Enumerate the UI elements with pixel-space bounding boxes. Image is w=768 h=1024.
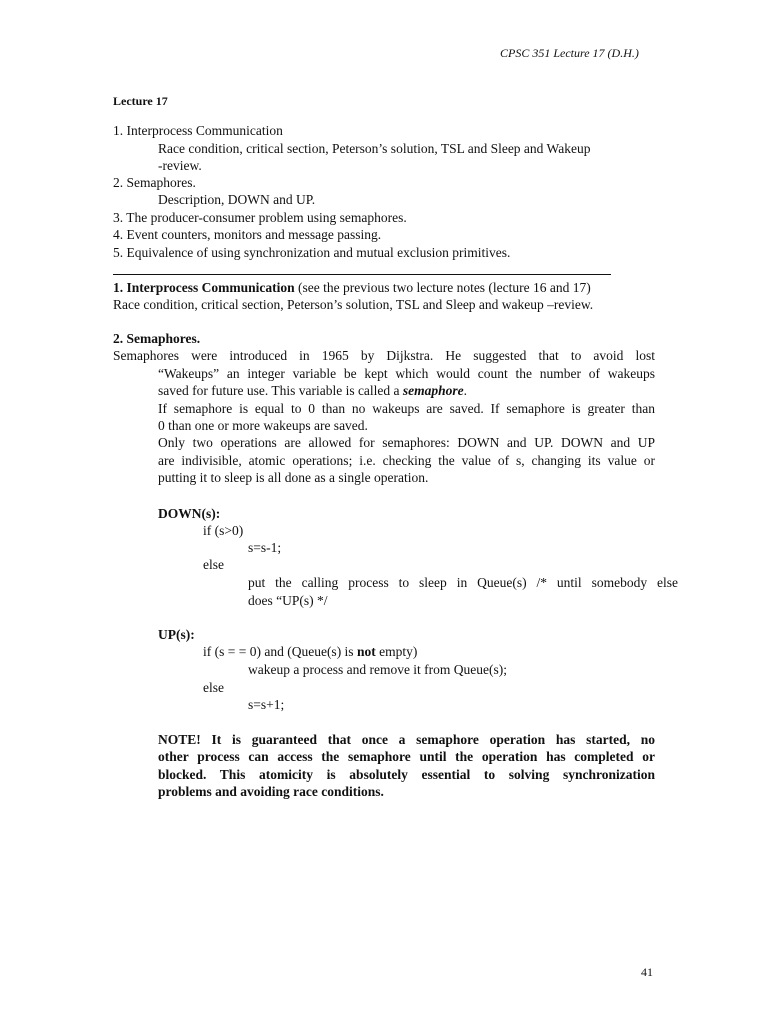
section-1-text: Race condition, critical section, Peterson’s solution, TSL and Sleep and wakeup –review. [113,297,594,312]
semaphore-para-2-line-2: 0 than one or more wakeups are saved. [158,418,368,433]
down-sleep-line-1: put the calling process to sleep in Queue(s) /* until somebody else [248,575,678,590]
up-if-text: if (s = = 0) and (Queue(s) is [203,644,357,659]
page-number: 41 [641,965,653,979]
note-line-3: blocked. This atomicity is absolutely essential to solving synchronization [158,767,655,782]
up-if-line [203,643,417,661]
section-2-heading: 2. Semaphores. [113,331,201,346]
semaphore-term: semaphore [402,383,464,398]
semaphore-para-2-line-1: If semaphore is equal to 0 than no wakeups are saved. If semaphore is greater than [158,401,655,416]
lecture-title: Lecture 17 [113,94,168,108]
outline-item-3: 3. The producer-consumer problem using semaphores. [113,210,407,225]
semaphore-para-1-line-2: “Wakeups” an integer variable be kept which would count the number of wakeups [158,366,655,381]
semaphore-para-1-line-3 [158,382,467,400]
up-increment-line: s=s+1; [248,697,285,712]
outline-item-1-sub: Race condition, critical section, Peterson’s solution, TSL and Sleep and Wakeup [158,141,591,156]
note-line-1: NOTE! It is guaranteed that once a semaphore operation has started, no [158,732,655,747]
up-else-line: else [203,680,224,695]
section-1-heading: 1. Interprocess Communication [113,280,295,295]
section-1-heading-line [113,279,591,297]
down-else-line: else [203,557,224,572]
semaphore-para-1-line-1: Semaphores were introduced in 1965 by Dijkstra. He suggested that to avoid lost [113,348,655,363]
down-decrement-line: s=s-1; [248,540,282,555]
outline-item-5: 5. Equivalence of using synchronization and mutual exclusion primitives. [113,245,511,260]
semaphore-para-1-line-3-end: . [463,383,468,398]
up-wakeup-line: wakeup a process and remove it from Queue(s); [248,662,508,677]
section-1-heading-note: (see the previous two lecture notes (lecture 16 and 17) [294,280,591,295]
up-label: UP(s): [158,627,195,642]
running-header: CPSC 351 Lecture 17 (D.H.) [500,46,639,60]
outline-item-1: 1. Interprocess Communication [113,123,283,138]
note-line-2: other process can access the semaphore until the operation has completed or [158,749,655,764]
semaphore-para-1-line-3-text: saved for future use. This variable is called a [158,383,403,398]
section-divider [113,274,611,275]
outline-item-2-sub: Description, DOWN and UP. [158,192,316,207]
outline-item-2: 2. Semaphores. [113,175,196,190]
up-if-end: empty) [375,644,418,659]
outline-item-4: 4. Event counters, monitors and message passing. [113,227,382,242]
semaphore-para-3-line-1: Only two operations are allowed for semaphores: DOWN and UP. DOWN and UP [158,435,655,450]
down-sleep-line-2: does “UP(s) */ [248,593,328,608]
note-line-4: problems and avoiding race conditions. [158,784,384,799]
down-label: DOWN(s): [158,506,221,521]
semaphore-para-3-line-2: are indivisible, atomic operations; i.e. checking the value of s, changing its value or [158,453,655,468]
down-if-line: if (s>0) [203,523,244,538]
up-if-not: not [356,644,376,659]
semaphore-para-3-line-3: putting it to sleep is all done as a single operation. [158,470,429,485]
outline-item-1-sub-cont: -review. [158,158,202,173]
